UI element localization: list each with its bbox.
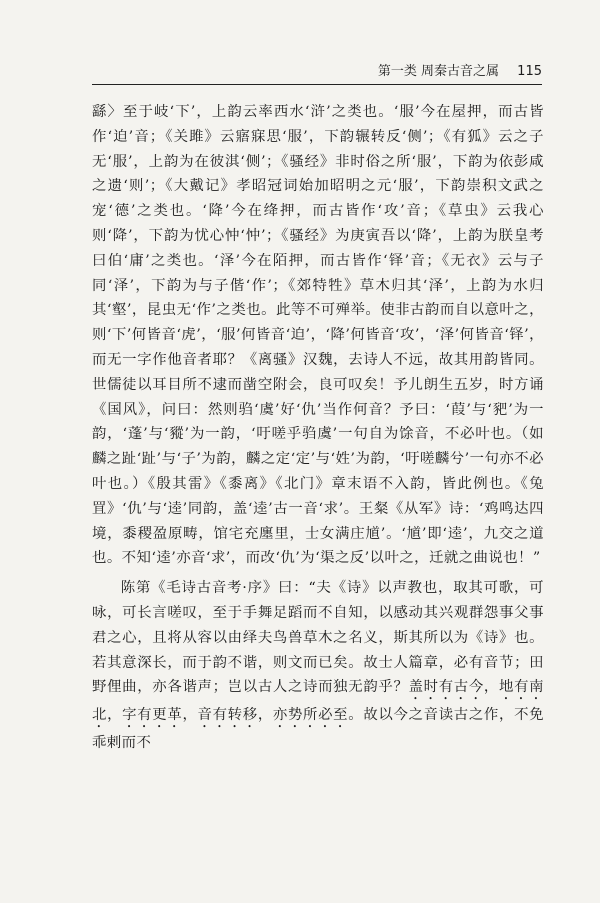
paragraph-text: 陈第《毛诗古音考·序》曰：“夫《诗》以声教也，取其可歌，可咏，可长言嗟叹，至于手舞足蹈而不自知，以感动其兴观群怨事父事君之心，且将从容以由绎夫鸟兽草木之名义，斯其所以为《诗》也。若其意深长，而于韵不谐，则文而已矣。故士人篇章，必有音节；田野俚曲，亦各谐声；岂以古人之诗而独无韵乎？ [92,580,544,696]
quoted-paragraph: 繇〉至于岐‘下’，上韵云率西水‘浒’之类也。‘服’今在屋押，而古皆作‘迫’音；《关雎》云寤寐思‘服’，下韵辗转反‘侧’；《有狐》云之子无‘服’，上韵为在彼淇‘侧’；《骚经》非时俗之所‘服’，下韵为依彭咸之遗‘则’；《大戴记》孝昭冠词始加昭明之元‘服’，下韵崇积文武之宠‘德’之类也。‘降’今在绛押，而古皆作‘攻’音；《草虫》云我心则‘降’，下韵为忧心忡‘忡’；《骚经》为庚寅吾以‘降’，上韵为朕皇考曰伯‘庸’之类也。‘泽’今在陌押，而古皆作‘铎’音；《无衣》云与子同‘泽’，下韵为与子偕‘作’；《郊特牲》草木归其‘泽’，上韵为水归其‘壑’，昆虫无‘作’之类也。此等不可殚举。使非古韵而自以意叶之，则‘下’何皆音‘虎’，‘服’何皆音‘迫’，‘降’何皆音‘攻’，‘泽’何皆音‘铎’，而无一字作他音者耶？《离骚》汉魏，去诗人不远，故其用韵皆同。世儒徒以耳目所不逮而凿空附会，良可叹矣！予儿朗生五岁，时方诵《国风》，问曰：然则驺‘虞’好‘仇’当作何音？予曰：‘葭’与‘豝’为一韵，‘蓬’与‘豵’为一韵，‘吁嗟乎驺虞’一句自为馀音，不必叶也。（如麟之趾‘趾’与‘子’为韵，麟之定‘定’与‘姓’为韵，‘吁嗟麟兮’一句亦不必叶也。）《殷其雷》《黍离》《北门》章末语不入韵，皆此例也。《兔罝》‘仇’与‘逵’同韵，盖‘逵’古一音‘求’。王粲《从军》诗：‘鸡鸣达四境，黍稷盈原畴，馆宅充廛里，士女满庄馗’。‘馗’即‘逵’，九交之道也。不知‘逵’亦音‘求’，而改‘仇’为‘渠之反’以叶之，迁就之曲说也！” [92,104,544,567]
page-body [92,100,544,756]
page-number: 115 [517,64,542,79]
emphasized-sentence: 盖时有古今，地有南北，字有更革，音有转移，亦势所必至。 [92,679,544,724]
running-title: 第一类 周秦古音之属 [377,64,500,79]
chen-di-paragraph [92,576,544,756]
running-header [92,62,542,85]
paragraph-tail: 故以今之音读古之作，不免乖剌而不 [92,707,544,752]
